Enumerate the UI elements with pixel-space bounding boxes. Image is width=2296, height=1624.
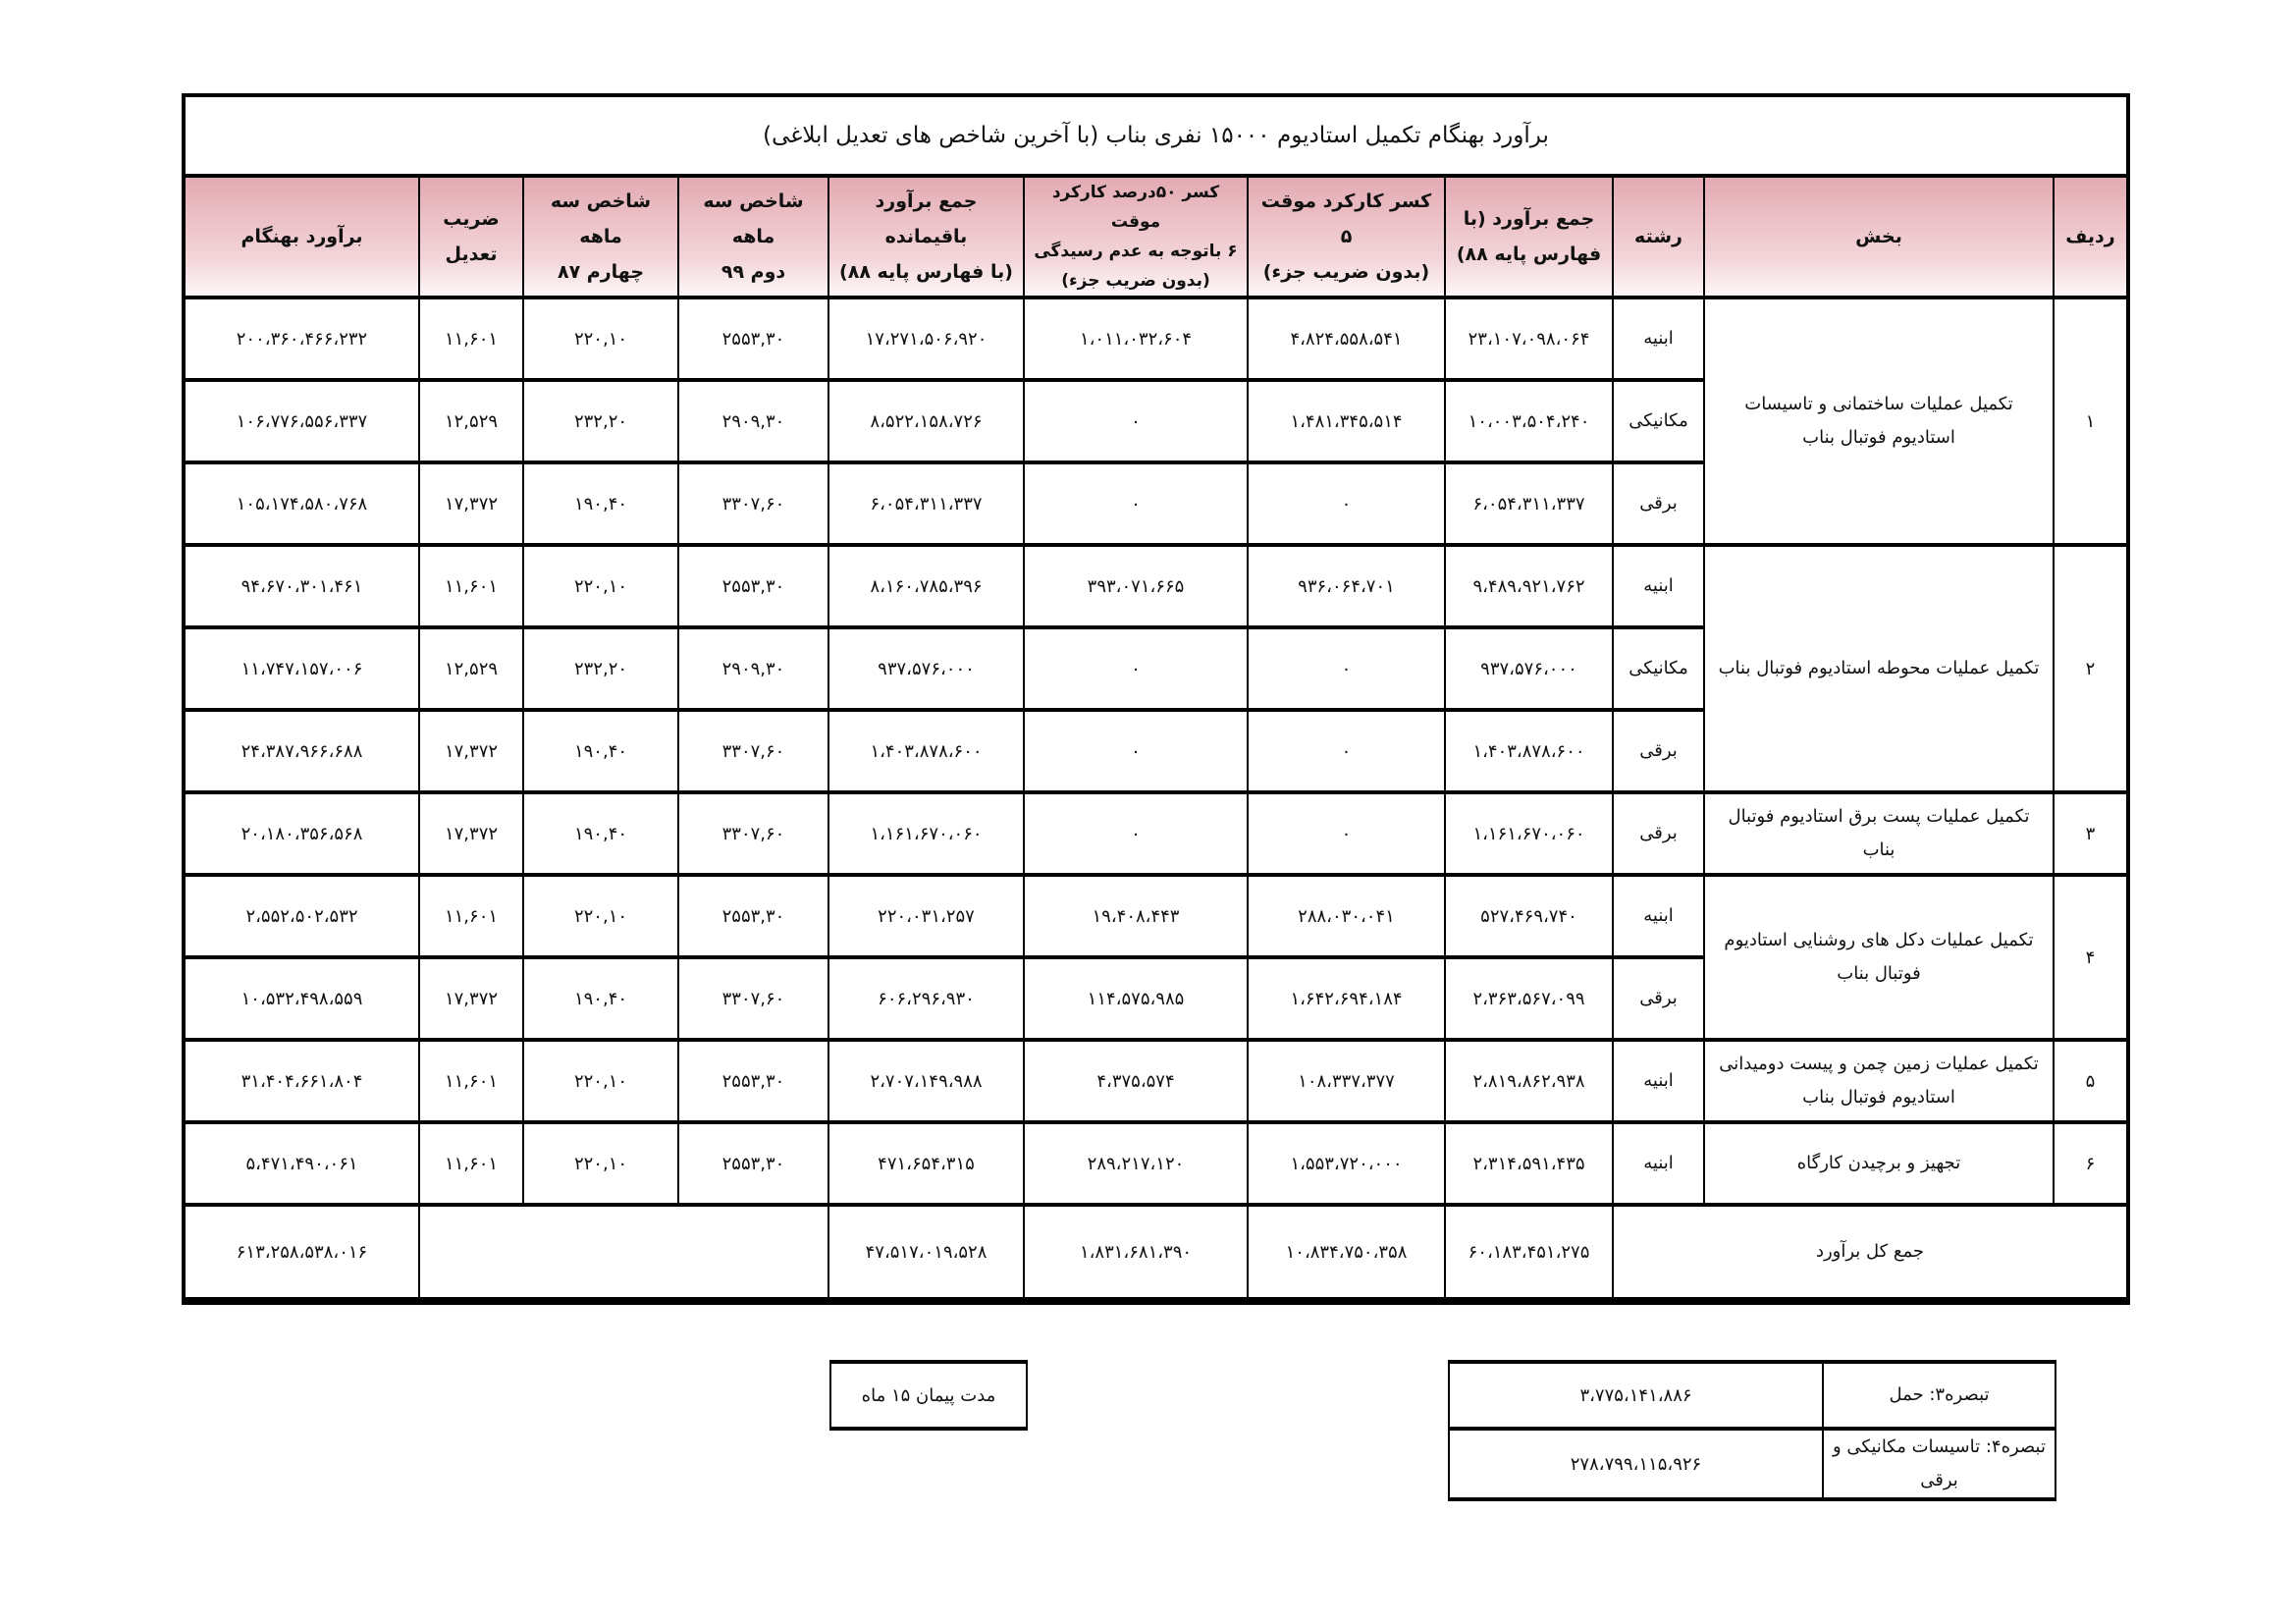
header-baghimande [828,178,1024,298]
table-row [186,545,2126,627]
kasr50-cell: ۰ [1024,627,1248,710]
header-text: شاخص سه ماهه [703,190,804,247]
kasr5-cell: ۲۸۸،۰۳۰،۰۴۱ [1248,875,1445,957]
header-text: جمع برآورد (با [1463,208,1595,230]
contract-duration: مدت پیمان ۱۵ ماه [829,1360,1028,1431]
d99-cell: ۲۵۵۳,۳۰ [678,1122,828,1205]
behangam-cell: ۲۰،۱۸۰،۳۵۶،۵۶۸ [186,792,419,875]
kasr5-cell: ۰ [1248,792,1445,875]
c87-cell: ۲۳۲,۲۰ [523,380,678,462]
header-kasr5 [1248,178,1445,298]
c87-cell: ۱۹۰,۴۰ [523,710,678,792]
header-text: کسر کارکرد موقت ۵ [1260,190,1432,247]
d99-cell: ۳۳۰۷,۶۰ [678,792,828,875]
behangam-cell: ۵،۴۷۱،۴۹۰،۰۶۱ [186,1122,419,1205]
discipline-cell: برقی [1613,792,1704,875]
behangam-cell: ۹۴،۶۷۰،۳۰۱،۴۶۱ [186,545,419,627]
note-value: ۳،۷۷۵،۱۴۱،۸۸۶ [1450,1364,1823,1429]
zarib-cell: ۱۲,۵۲۹ [419,380,523,462]
total-behangam: ۶۱۳،۲۵۸،۵۳۸،۰۱۶ [186,1205,419,1299]
zarib-cell: ۱۱,۶۰۱ [419,298,523,380]
table-row [186,792,2126,875]
header-text: (با فهارس پایه ۸۸) [839,261,1013,283]
d99-cell: ۲۵۵۳,۳۰ [678,298,828,380]
total-jam: ۶۰،۱۸۳،۴۵۱،۲۷۵ [1445,1205,1613,1299]
discipline-cell: مکانیکی [1613,380,1704,462]
kasr5-cell: ۱،۴۸۱،۳۴۵،۵۱۴ [1248,380,1445,462]
kasr50-cell: ۰ [1024,792,1248,875]
baghimande-cell: ۱،۱۶۱،۶۷۰،۰۶۰ [828,792,1024,875]
row-number: ۶ [2054,1122,2126,1205]
note-value: ۲۷۸،۷۹۹،۱۱۵،۹۲۶ [1450,1429,1823,1497]
kasr50-cell: ۱۱۴،۵۷۵،۹۸۵ [1024,957,1248,1040]
zarib-cell: ۱۱,۶۰۱ [419,545,523,627]
zarib-cell: ۱۷,۳۷۲ [419,710,523,792]
discipline-cell: مکانیکی [1613,627,1704,710]
baghimande-cell: ۸،۱۶۰،۷۸۵،۳۹۶ [828,545,1024,627]
jam-cell: ۹۳۷،۵۷۶،۰۰۰ [1445,627,1613,710]
c87-cell: ۱۹۰,۴۰ [523,792,678,875]
header-jam [1445,178,1613,298]
zarib-cell: ۱۱,۶۰۱ [419,1040,523,1122]
table-row [186,1040,2126,1122]
kasr50-cell: ۰ [1024,710,1248,792]
header-text: چهارم ۸۷ [557,261,645,283]
behangam-cell: ۱۰،۵۳۲،۴۹۸،۵۵۹ [186,957,419,1040]
section-name: تکمیل عملیات زمین چمن و پیست دومیدانی استادیوم فوتبال بناب [1704,1040,2054,1122]
jam-cell: ۲۳،۱۰۷،۰۹۸،۰۶۴ [1445,298,1613,380]
header-kasr50 [1024,178,1248,298]
kasr5-cell: ۰ [1248,710,1445,792]
kasr50-cell: ۰ [1024,380,1248,462]
estimate-sheet [182,93,2130,1305]
kasr5-cell: ۰ [1248,627,1445,710]
c87-cell: ۲۲۰,۱۰ [523,1040,678,1122]
behangam-cell: ۲۰۰،۳۶۰،۴۶۶،۲۳۲ [186,298,419,380]
behangam-cell: ۱۱،۷۴۷،۱۵۷،۰۰۶ [186,627,419,710]
zarib-cell: ۱۷,۳۷۲ [419,462,523,545]
discipline-cell: برقی [1613,957,1704,1040]
behangam-cell: ۱۰۶،۷۷۶،۵۵۶،۳۳۷ [186,380,419,462]
header-row [186,178,2126,298]
kasr50-cell: ۲۸۹،۲۱۷،۱۲۰ [1024,1122,1248,1205]
header-text: فهارس پایه ۸۸) [1456,244,1602,265]
behangam-cell: ۳۱،۴۰۴،۶۶۱،۸۰۴ [186,1040,419,1122]
section-name: تکمیل عملیات دکل های روشنایی استادیوم فوتبال بناب [1704,875,2054,1040]
baghimande-cell: ۸،۵۲۲،۱۵۸،۷۲۶ [828,380,1024,462]
estimate-table [186,178,2126,1301]
total-empty [419,1205,828,1299]
jam-cell: ۱۰،۰۰۳،۵۰۴،۲۴۰ [1445,380,1613,462]
header-bakhsh [1704,178,2054,298]
discipline-cell: برقی [1613,710,1704,792]
zarib-cell: ۱۲,۵۲۹ [419,627,523,710]
row-number: ۲ [2054,545,2126,792]
total-label: جمع کل برآورد [1613,1205,2126,1299]
header-text: تعدیل [445,244,498,265]
discipline-cell: ابنیه [1613,545,1704,627]
zarib-cell: ۱۱,۶۰۱ [419,875,523,957]
kasr5-cell: ۰ [1248,462,1445,545]
d99-cell: ۲۵۵۳,۳۰ [678,1040,828,1122]
jam-cell: ۲،۳۶۳،۵۶۷،۰۹۹ [1445,957,1613,1040]
discipline-cell: ابنیه [1613,298,1704,380]
header-text: برآورد بهنگام [240,226,363,247]
section-name: تکمیل عملیات ساختمانی و تاسیسات استادیوم فوتبال بناب [1704,298,2054,545]
total-kasr50: ۱،۸۳۱،۶۸۱،۳۹۰ [1024,1205,1248,1299]
jam-cell: ۲،۳۱۴،۵۹۱،۴۳۵ [1445,1122,1613,1205]
zarib-cell: ۱۷,۳۷۲ [419,792,523,875]
header-text: ضریب [443,208,500,230]
kasr50-cell: ۳۹۳،۰۷۱،۶۶۵ [1024,545,1248,627]
total-kasr5: ۱۰،۸۳۴،۷۵۰،۳۵۸ [1248,1205,1445,1299]
c87-cell: ۲۲۰,۱۰ [523,298,678,380]
baghimande-cell: ۶۰۶،۲۹۶،۹۳۰ [828,957,1024,1040]
table-row [186,1122,2126,1205]
kasr50-cell: ۰ [1024,462,1248,545]
kasr5-cell: ۱۰۸،۳۳۷،۳۷۷ [1248,1040,1445,1122]
header-text: بخش [1855,226,1902,247]
d99-cell: ۳۳۰۷,۶۰ [678,710,828,792]
behangam-cell: ۲۴،۳۸۷،۹۶۶،۶۸۸ [186,710,419,792]
zarib-cell: ۱۷,۳۷۲ [419,957,523,1040]
header-radif [2054,178,2126,298]
section-name: تکمیل عملیات پست برق استادیوم فوتبال بناب [1704,792,2054,875]
c87-cell: ۱۹۰,۴۰ [523,957,678,1040]
header-d99 [678,178,828,298]
note-row [1450,1364,2055,1429]
kasr50-cell: ۴،۳۷۵،۵۷۴ [1024,1040,1248,1122]
d99-cell: ۳۳۰۷,۶۰ [678,462,828,545]
header-c87 [523,178,678,298]
header-text: (بدون ضریب جزء) [1262,261,1430,283]
baghimande-cell: ۶،۰۵۴،۳۱۱،۳۳۷ [828,462,1024,545]
jam-cell: ۶،۰۵۴،۳۱۱،۳۳۷ [1445,462,1613,545]
zarib-cell: ۱۱,۶۰۱ [419,1122,523,1205]
d99-cell: ۲۹۰۹,۳۰ [678,380,828,462]
row-number: ۴ [2054,875,2126,1040]
kasr50-cell: ۱،۰۱۱،۰۳۲،۶۰۴ [1024,298,1248,380]
row-number: ۱ [2054,298,2126,545]
header-text: (بدون ضریب جزء) [1061,271,1210,291]
section-name: تجهیز و برچیدن کارگاه [1704,1122,2054,1205]
table-row [186,298,2126,380]
header-behangam [186,178,419,298]
row-number: ۵ [2054,1040,2126,1122]
behangam-cell: ۱۰۵،۱۷۴،۵۸۰،۷۶۸ [186,462,419,545]
jam-cell: ۲،۸۱۹،۸۶۲،۹۳۸ [1445,1040,1613,1122]
kasr5-cell: ۱،۶۴۲،۶۹۴،۱۸۴ [1248,957,1445,1040]
c87-cell: ۱۹۰,۴۰ [523,462,678,545]
behangam-cell: ۲،۵۵۲،۵۰۲،۵۳۲ [186,875,419,957]
header-text: ردیف [2065,226,2115,247]
c87-cell: ۲۲۰,۱۰ [523,1122,678,1205]
kasr50-cell: ۱۹،۴۰۸،۴۴۳ [1024,875,1248,957]
note-label: تبصره۴: تاسیسات مکانیکی و برقی [1823,1429,2055,1497]
baghimande-cell: ۹۳۷،۵۷۶،۰۰۰ [828,627,1024,710]
discipline-cell: ابنیه [1613,1040,1704,1122]
d99-cell: ۳۳۰۷,۶۰ [678,957,828,1040]
table-row [186,875,2126,957]
header-text: دوم ۹۹ [721,261,786,283]
d99-cell: ۲۵۵۳,۳۰ [678,545,828,627]
discipline-cell: برقی [1613,462,1704,545]
baghimande-cell: ۱،۴۰۳،۸۷۸،۶۰۰ [828,710,1024,792]
discipline-cell: ابنیه [1613,1122,1704,1205]
header-zarib [419,178,523,298]
header-text: رشته [1634,226,1682,247]
header-text: ۶ باتوجه به عدم رسیدگی [1034,242,1238,261]
d99-cell: ۲۵۵۳,۳۰ [678,875,828,957]
section-name: تکمیل عملیات محوطه استادیوم فوتبال بناب [1704,545,2054,792]
kasr5-cell: ۱،۵۵۳،۷۲۰،۰۰۰ [1248,1122,1445,1205]
header-text: شاخص سه ماهه [550,190,652,247]
row-number: ۳ [2054,792,2126,875]
baghimande-cell: ۲۲۰،۰۳۱،۲۵۷ [828,875,1024,957]
jam-cell: ۵۲۷،۴۶۹،۷۴۰ [1445,875,1613,957]
kasr5-cell: ۹۳۶،۰۶۴،۷۰۱ [1248,545,1445,627]
notes-table [1448,1360,2056,1501]
baghimande-cell: ۱۷،۲۷۱،۵۰۶،۹۲۰ [828,298,1024,380]
c87-cell: ۲۲۰,۱۰ [523,875,678,957]
baghimande-cell: ۲،۷۰۷،۱۴۹،۹۸۸ [828,1040,1024,1122]
total-row [186,1205,2126,1299]
header-reshte [1613,178,1704,298]
discipline-cell: ابنیه [1613,875,1704,957]
d99-cell: ۲۹۰۹,۳۰ [678,627,828,710]
c87-cell: ۲۲۰,۱۰ [523,545,678,627]
baghimande-cell: ۴۷۱،۶۵۴،۳۱۵ [828,1122,1024,1205]
note-label: تبصره۳: حمل [1823,1364,2055,1429]
total-baghimande: ۴۷،۵۱۷،۰۱۹،۵۲۸ [828,1205,1024,1299]
jam-cell: ۹،۴۸۹،۹۲۱،۷۶۲ [1445,545,1613,627]
header-text: کسر ۵۰درصد کارکرد موقت [1051,183,1220,232]
jam-cell: ۱،۱۶۱،۶۷۰،۰۶۰ [1445,792,1613,875]
jam-cell: ۱،۴۰۳،۸۷۸،۶۰۰ [1445,710,1613,792]
kasr5-cell: ۴،۸۲۴،۵۵۸،۵۴۱ [1248,298,1445,380]
document-title: برآورد بهنگام تکمیل استادیوم ۱۵۰۰۰ نفری بناب (با آخرین شاخص های تعدیل ابلاغی) [186,97,2126,178]
note-row [1450,1429,2055,1497]
header-text: جمع برآورد باقیمانده [875,190,978,247]
c87-cell: ۲۳۲,۲۰ [523,627,678,710]
